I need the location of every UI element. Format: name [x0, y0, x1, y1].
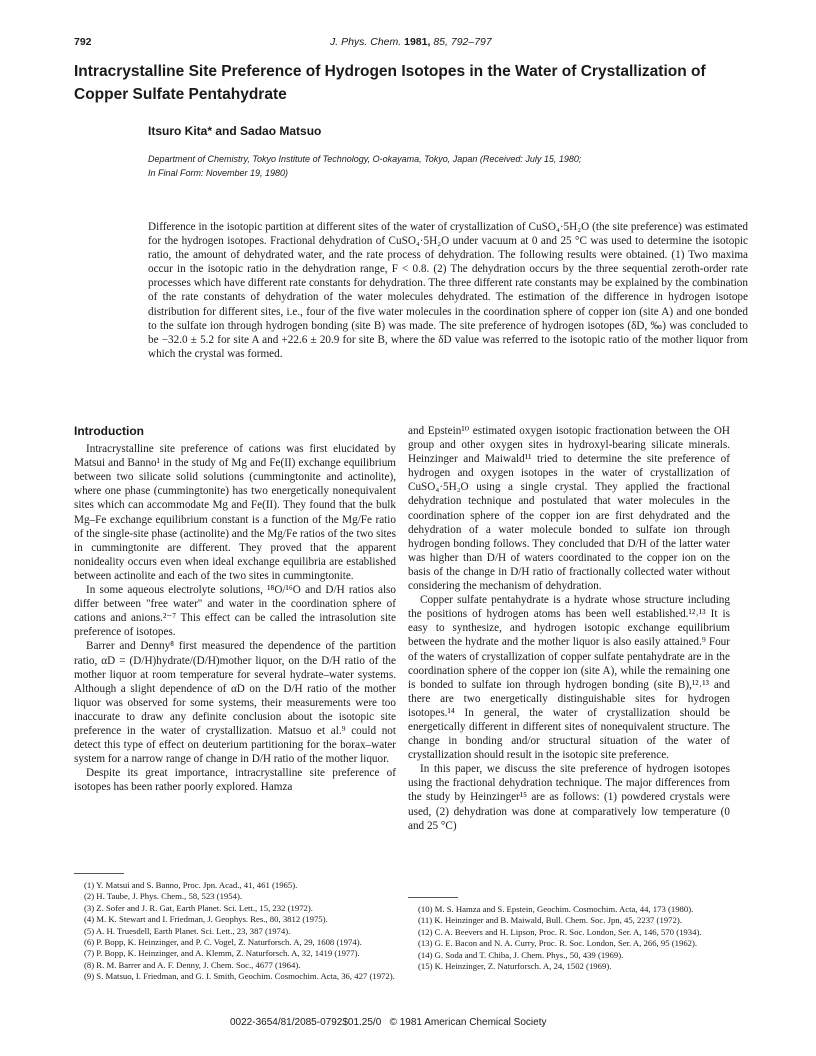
footnote-rule — [74, 873, 124, 874]
right-column — [408, 424, 730, 833]
footnote: (1) Y. Matsui and S. Banno, Proc. Jpn. Acad., 41, 461 (1965). — [84, 880, 298, 890]
left-column — [74, 424, 396, 794]
footnote: (3) Z. Sofer and J. R. Gat, Earth Planet. Sci. Lett., 15, 232 (1972). — [84, 902, 313, 913]
footnote: (12) C. A. Beevers and H. Lipson, Proc. R. Soc. London, Ser. A, 146, 570 (1934). — [418, 926, 702, 937]
footnotes-left — [74, 880, 400, 983]
abstract: Difference in the isotopic partition at different sites of the water of crystallization of CuSO₄·5H₂O (the site preference) was estimated for the hydrogen isotopes. Fractional dehydration of CuSO₄·5H₂O under vacuum at 0 and 25 °C was used to determine the isotopic ratio, the amount of dehydrated water, and the rate process of dehydration. The following results were obtained. (1) Two maxima occur in the isotopic ratio in the dehydration range, F < 0.8. (2) The dehydration occurs by the three sequential zeroth-order rate processes which have different rate constants for dehydration. The three different rate constants may be explained by the combination of the rate constants of dehydration of the water molecules dehydrated. The estimation of the difference in hydrogen isotope distribution for different sites, i.e., four of the five water molecules in the coordination sphere of copper ion (site A) and one bonded to the sulfate ion through hydrogen bonding (site B) was made. The site preference of hydrogen isotopes (δD, ‰) was concluded to be −32.0 ± 5.2 for site A and +22.6 ± 20.9 for site B, where the δD value was referred to the isotopic ratio of the mother liquor from which the crystal was formed. — [148, 221, 748, 360]
intro-paragraph: In this paper, we discuss the site preference of hydrogen isotopes using the fractional dehydration technique. The major differences from the study by Heinzinger¹⁵ are as follows: (1) powdered crystals were used, (2) dehydration was done at comparatively low temperature (0 and 25 °C) — [408, 763, 730, 832]
footnote: (13) G. E. Bacon and N. A. Curry, Proc. R. Soc. London, Ser. A, 266, 95 (1962). — [418, 938, 698, 949]
footnote: (2) H. Taube, J. Phys. Chem., 58, 523 (1954). — [84, 891, 243, 902]
page-number: 792 — [74, 36, 92, 48]
footnote: (14) G. Soda and T. Chiba, J. Chem. Phys., 50, 439 (1969). — [418, 949, 624, 960]
footnote-rule — [408, 897, 458, 898]
intro-paragraph: Intracrystalline site preference of cations was first elucidated by Matsui and Banno¹ in the study of Mg and Fe(II) exchange equilibrium between two silicate solid solutions (cummingtonite and actinolite), where one phase (cummingtonite) has two energetically nonequivalent sites which can accommodate Mg and Fe(II). They found that the bulk Mg–Fe exchange equilibrium constant is a function of the Mg/Fe ratio of the single-site phase (actinolite) and the Mg/Fe ratios of the two sites in cummingtonite are different. They proved that the apparent nonideality occurs even when ideal exchange equilibria are established between actinolite and each of the two sites in cummingtonite. — [74, 443, 396, 582]
footnote: (10) M. S. Hamza and S. Epstein, Geochim. Cosmochim. Acta, 44, 173 (1980). — [418, 904, 694, 914]
intro-paragraph: Barrer and Denny⁸ first measured the dependence of the partition ratio, αD = (D/H)hydrate/(D/H)mother liquor, on the D/H ratio of the mother liquor at room temperature for several hydrate–water systems. Although a slight dependence of αD on the D/H ratio of the mother liquor was observed for some systems, their measurements were too inaccurate to draw any definite conclusion about the isotopic site preference in the water of crystallization. Matsuo et al.⁹ could not detect this type of effect on deuterium partitioning for the borax–water system for a narrow range of change in D/H ratio of the mother liquor. — [74, 640, 396, 766]
copyright-footer: 0022-3654/81/2085-0792$01.25/0 © 1981 American Chemical Society — [230, 1017, 547, 1028]
journal-volume: 85, — [433, 36, 448, 48]
footnote: (6) P. Bopp, K. Heinzinger, and P. C. Vogel, Z. Naturforsch. A, 29, 1608 (1974). — [84, 937, 362, 948]
authors: Itsuro Kita* and Sadao Matsuo — [148, 124, 322, 138]
affiliation: Department of Chemistry, Tokyo Institute of Technology, O-okayama, Tokyo, Japan (Received: July 15, 1980; In Final Form: November 19, 1980) — [148, 154, 582, 178]
intro-paragraph: In some aqueous electrolyte solutions, ¹⁸O/¹⁶O and D/H ratios also differ between "free water" and water in the coordination sphere of cations and anions.²⁻⁷ This effect can be called the intrasolution site preference of isotopes. — [74, 584, 396, 639]
journal-year: 1981, — [404, 36, 431, 48]
footnote: (9) S. Matsuo, I. Friedman, and G. I. Smith, Geochim. Cosmochim. Acta, 36, 427 (1972). — [84, 971, 395, 982]
journal-name: J. Phys. Chem. — [330, 36, 402, 48]
footnote: (11) K. Heinzinger and B. Maiwald, Bull. Chem. Soc. Jpn, 45, 2237 (1972). — [418, 915, 682, 926]
article-title: Intracrystalline Site Preference of Hydrogen Isotopes in the Water of Crystallization of Copper Sulfate Pentahydrate — [74, 63, 706, 103]
intro-paragraph: Despite its great importance, intracrystalline site preference of isotopes has been rather poorly explored. Hamza — [74, 767, 396, 794]
intro-paragraph: Copper sulfate pentahydrate is a hydrate whose structure including the positions of hydrogen atoms has been well established.¹²˒¹³ It is easy to synthesize, and hydrogen isotopic exchange equilibrium between the hydrate and the mother liquor is also easily attained.⁹ Four of the waters of crystallization of copper sulfate pentahydrate are in the coordination sphere of the copper ion (site A), while the remaining one is bonded to sulfate ion through hydrogen bonding (site B),¹²˒¹³ and there are two energetically distinguishable sites for hydrogen isotopes.¹⁴ In general, the water of crystallization should be energetically different in different sites of nonequivalent structure. The change in bonding and/or structural situation of the water of crystallization should result in the isotopic site preference. — [408, 594, 730, 762]
footnote: (7) P. Bopp, K. Heinzinger, and A. Klemm, Z. Naturforsch. A, 32, 1419 (1977). — [84, 948, 360, 959]
running-head — [330, 36, 492, 48]
footnote: (15) K. Heinzinger, Z. Naturforsch. A, 24, 1502 (1969). — [418, 961, 612, 972]
footnote: (4) M. K. Stewart and I. Friedman, J. Geophys. Res., 80, 3812 (1975). — [84, 914, 328, 925]
section-heading-introduction: Introduction — [74, 424, 144, 438]
footnote: (8) R. M. Barrer and A. F. Denny, J. Chem. Soc., 4677 (1964). — [84, 959, 301, 970]
journal-pages: 792–797 — [450, 36, 492, 48]
footnote: (5) A. H. Truesdell, Earth Planet. Sci. Lett., 23, 387 (1974). — [84, 925, 291, 936]
footnotes-right — [408, 904, 734, 972]
intro-paragraph: and Epstein¹⁰ estimated oxygen isotopic fractionation between the OH group and other oxygen sites in hydroxyl-bearing silicate minerals. Heinzinger and Maiwald¹¹ tried to determine the site preference of hydrogen and oxygen isotopes in the water of crystallization of CuSO₄·5H₂O using a single crystal. They applied the fractional dehydration technique and postulated that water molecules in the coordination sphere of the copper ion are first dehydrated and the dehydration of a water molecule bonded to sulfate ion through hydrogen bonding follows. They concluded that D/H of the latter water was higher than D/H of waters coordinated to the copper ion on the basis of the change in D/H ratio of fractionally collected water without considering the mechanism of dehydration. — [408, 425, 730, 593]
